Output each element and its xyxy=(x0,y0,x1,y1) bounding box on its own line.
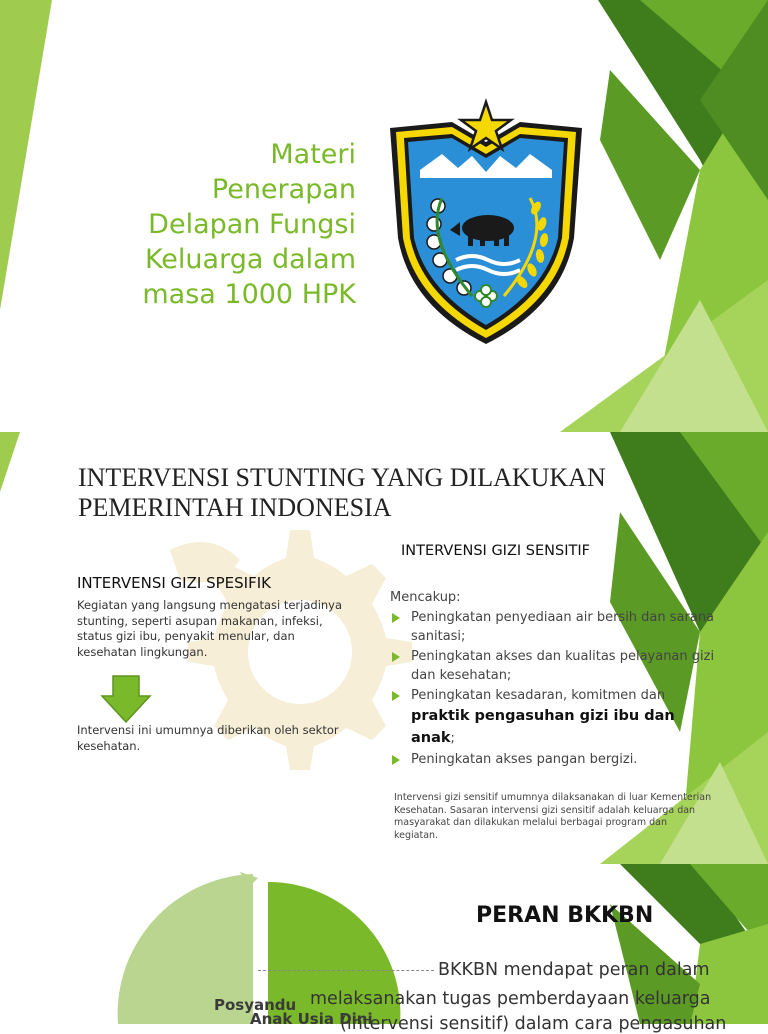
bullet-arrow-icon xyxy=(392,652,400,662)
list-item xyxy=(390,750,720,769)
bkkbn-text-line: BKKBN mendapat peran dalam xyxy=(438,960,710,980)
list-item xyxy=(390,647,720,685)
title-line: Delapan Fungsi xyxy=(148,209,356,240)
spesifik-note: Intervensi ini umumnya diberikan oleh sektor kesehatan. xyxy=(77,723,339,753)
peran-heading: PERAN BKKBN xyxy=(476,903,654,928)
title-slide xyxy=(0,0,768,432)
list-item xyxy=(390,608,720,646)
arrow-down-icon xyxy=(100,674,152,724)
bkkbn-text-line: melaksanakan tugas pemberdayaan keluarga xyxy=(310,989,711,1009)
list-item-text: Peningkatan akses pangan bergizi. xyxy=(411,752,638,767)
title-line: INTERVENSI STUNTING YANG DILAKUKAN xyxy=(78,463,606,492)
list-item-text: Peningkatan kesadaran, komitmen dan xyxy=(411,688,666,703)
title-line: PEMERINTAH INDONESIA xyxy=(78,493,392,522)
posyandu-label: Posyandu xyxy=(214,996,297,1014)
list-item-bold-text: praktik pengasuhan gizi ibu dan anak xyxy=(411,708,675,746)
list-item-text: Peningkatan akses dan kualitas pelayanan gizi dan kesehatan; xyxy=(411,649,715,683)
list-item xyxy=(390,686,720,749)
bullet-arrow-icon xyxy=(392,755,400,765)
title-line: Keluarga dalam xyxy=(144,244,356,275)
sensitif-note: Intervensi gizi sensitif umumnya dilaksanakan di luar Kementerian Kesehatan. Sasaran intervensi gizi sensitif adalah keluarga dan masyarakat dan dilakukan melalui berbagai program dan kegiatan. xyxy=(394,792,712,841)
bkkbn-text-line: (intervensi sensitif) dalam cara pengasuhan xyxy=(340,1014,727,1034)
sensitif-heading: INTERVENSI GIZI SENSITIF xyxy=(401,543,590,559)
bullet-arrow-icon xyxy=(392,613,400,623)
dashed-connector xyxy=(258,970,434,971)
list-item-text: ; xyxy=(450,731,455,746)
sensitif-intro: Mencakup: xyxy=(390,590,461,605)
spesifik-heading: INTERVENSI GIZI SPESIFIK xyxy=(77,574,271,592)
regency-coat-of-arms-icon xyxy=(380,98,592,348)
sensitif-list xyxy=(390,608,720,770)
title-line: masa 1000 HPK xyxy=(142,279,356,310)
slide2-title xyxy=(78,463,678,523)
list-item-text: Peningkatan penyediaan air bersih dan sarana sanitasi; xyxy=(411,610,715,644)
spesifik-description: Kegiatan yang langsung mengatasi terjadinya stunting, seperti asupan makanan, infeksi, status gizi ibu, penyakit menular, dan kesehatan lingkungan. xyxy=(77,598,343,659)
title-line: Penerapan xyxy=(211,174,356,205)
anak-usia-dini-label: Anak Usia Dini xyxy=(250,1010,373,1028)
bullet-arrow-icon xyxy=(392,691,400,701)
title-line: Materi xyxy=(270,139,356,170)
slide1-title xyxy=(100,137,356,312)
